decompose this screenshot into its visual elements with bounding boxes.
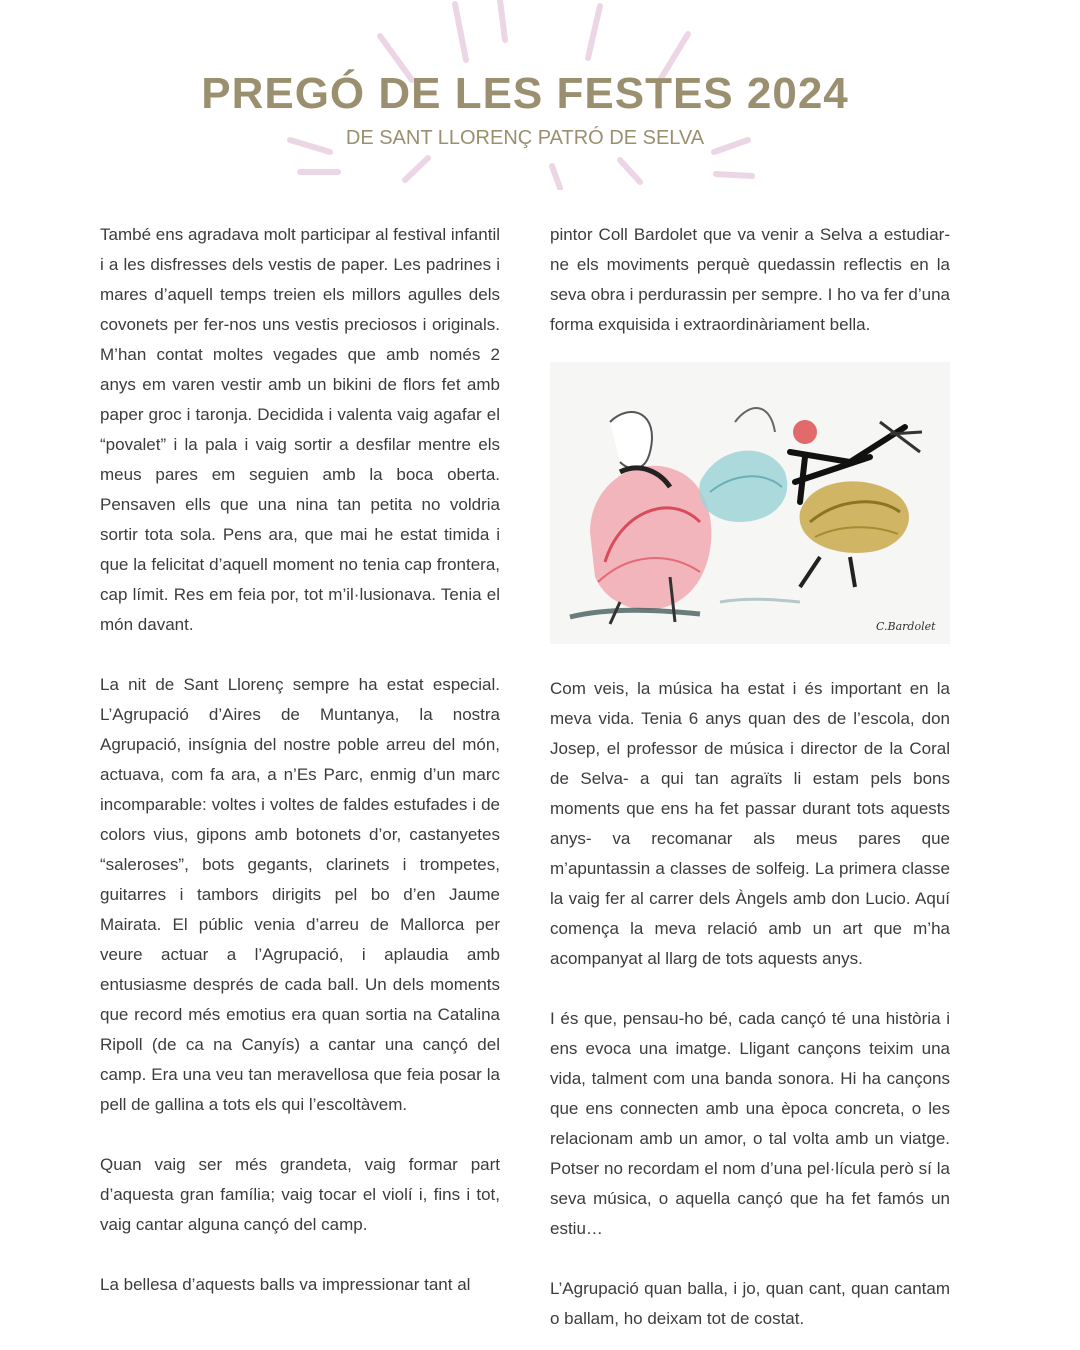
dancers-illustration [550, 362, 950, 644]
page-header [0, 66, 1050, 152]
right-column [550, 220, 950, 1334]
paragraph: La bellesa d’aquests balls va impressionar tant al [100, 1275, 471, 1294]
page-subtitle: DE SANT LLORENÇ PATRÓ DE SELVA [345, 127, 705, 149]
paragraph: pintor Coll Bardolet que va venir a Selva a estudiar-ne els moviments perquè quedassin reflectis en la seva obra i perdurassin per sempre. I ho va fer d’una forma exquisida i extraordinàriament bella. [550, 225, 950, 334]
paragraph: I és que, pensau-ho bé, cada cançó té una història i ens evoca una imatge. Lligant cançons teixim una vida, talment com una banda sonora. Hi ha cançons que ens connecten amb una època concreta, o les relacionam amb un amor, o tal volta amb un viatge. Potser no recordam el nom d’una pel·lícula però sí la seva música, o aquella cançó que ha fet famós un estiu… [550, 1009, 950, 1238]
dancers-painting [550, 362, 950, 644]
page-title: PREGÓ DE LES FESTES 2024 [201, 69, 849, 118]
paragraph: La nit de Sant Llorenç sempre ha estat especial. L’Agrupació d’Aires de Muntanya, la nostra Agrupació, insígnia del nostre poble arreu del món, actuava, com fa ara, a n’Es Parc, enmig d’un marc incomparable: voltes i voltes de faldes estufades i de colors vius, gipons amb botonets d’or, castanyetes “saleroses”, bots gegants, clarinets i trompetes, guitarres i tambors dirigits pel bo d’en Jaume Mairata. El públic venia d’arreu de Mallorca per veure actuar a l’Agrupació, i aplaudia amb entusiasme després de cada ball. Un dels moments que record més emotius era quan sortia na Catalina Ripoll (de ca na Canyís) a cantar una cançó del camp. Era una veu tan meravellosa que feia posar la pell de gallina a tots els qui l’escoltàvem. [100, 675, 500, 1114]
paragraph: Com veis, la música ha estat i és important en la meva vida. Tenia 6 anys quan des de l’escola, don Josep, el professor de música i director de la Coral de Selva- a qui tan agraïts li estam pels bons moments que ens ha fet passar durant tots aquests anys- va recomanar als meus pares que m’apuntassin a classes de solfeig. La primera classe la vaig fer al carrer dels Àngels amb don Lucio. Aquí comença la meva relació amb un art que m’ha acompanyat al llarg de tots aquests anys. [550, 679, 950, 968]
painting-signature: C.Bardolet [876, 620, 936, 633]
left-column [100, 220, 500, 1300]
paragraph: També ens agradava molt participar al festival infantil i a les disfresses dels vestis de paper. Les padrines i mares d’aquell temps treien els millors agulles dels covonets per fer-nos uns vestis preciosos i originals. M’han contat moltes vegades que amb només 2 anys em varen vestir amb un bikini de flors fet amb paper groc i taronja. Decidida i valenta vaig agafar el “povalet” i la pala i vaig sortir a desfilar mentre els meus pares em seguien amb la boca oberta. Pensaven ells que una nina tan petita no voldria sortir tota sola. Pens ara, que mai he estat timida i que la felicitat d’aquell moment no tenia cap frontera, cap límit. Res em feia por, tot m’il·lusionava. Tenia el món davant. [100, 225, 500, 634]
paragraph: Quan vaig ser més grandeta, vaig formar part d’aquesta gran família; vaig tocar el violí i, fins i tot, vaig cantar alguna cançó del camp. [100, 1155, 500, 1234]
paragraph: L’Agrupació quan balla, i jo, quan cant, quan cantam o ballam, ho deixam tot de costat. [550, 1279, 950, 1328]
